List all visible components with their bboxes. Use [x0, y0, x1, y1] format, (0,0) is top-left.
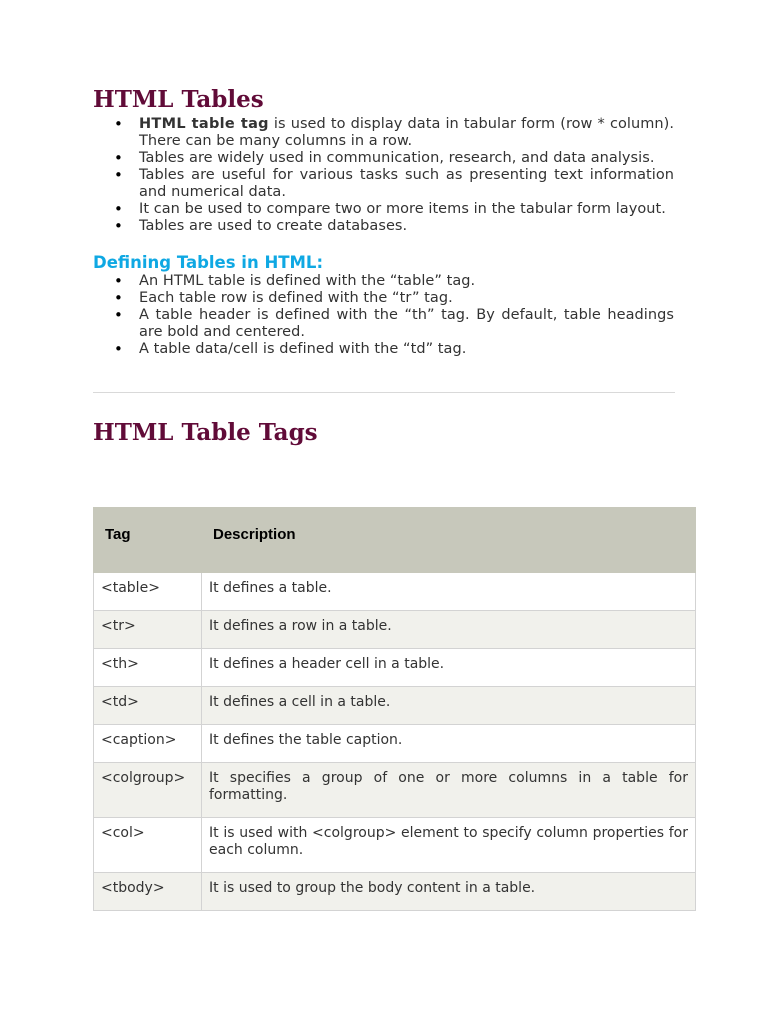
section-title: HTML Table Tags	[93, 419, 318, 446]
column-header-tag: Tag	[94, 508, 202, 573]
tag-cell: <tr>	[94, 611, 202, 649]
bold-term: HTML table tag	[139, 116, 269, 132]
html-tags-table	[93, 507, 696, 911]
description-cell: It defines a header cell in a table.	[202, 649, 696, 687]
definition-bullet-list	[93, 273, 674, 358]
list-item-text: is used to display data in tabular form (row * column). There can be many columns in a row.	[139, 116, 674, 149]
list-item	[139, 116, 674, 150]
tag-cell: <colgroup>	[94, 763, 202, 818]
list-item: • An HTML table is defined with the “table” tag.	[139, 273, 674, 290]
description-cell: It defines a cell in a table.	[202, 687, 696, 725]
list-item	[139, 150, 674, 167]
tag-cell: <th>	[94, 649, 202, 687]
table-row	[94, 873, 696, 911]
tag-cell: <td>	[94, 687, 202, 725]
description-cell: It specifies a group of one or more columns in a table for formatting.	[202, 763, 696, 818]
list-item	[139, 218, 674, 235]
table-row	[94, 725, 696, 763]
intro-bullet-list	[93, 116, 674, 235]
tag-cell: <caption>	[94, 725, 202, 763]
table-header-row	[94, 508, 696, 573]
list-item-text: It can be used to compare two or more items in the tabular form layout.	[139, 201, 666, 217]
table-row	[94, 573, 696, 611]
table-row	[94, 611, 696, 649]
description-cell: It defines a table.	[202, 573, 696, 611]
list-item	[139, 167, 674, 201]
column-header-description: Description	[202, 508, 696, 573]
section-subheading: Defining Tables in HTML:	[93, 253, 324, 272]
tag-cell: <col>	[94, 818, 202, 873]
description-cell: It is used to group the body content in a table.	[202, 873, 696, 911]
list-item-text: Tables are widely used in communication, research, and data analysis.	[139, 150, 655, 166]
list-item: • A table data/cell is defined with the “td” tag.	[139, 341, 674, 358]
description-cell: It is used with <colgroup> element to specify column properties for each column.	[202, 818, 696, 873]
tag-cell: <table>	[94, 573, 202, 611]
description-cell: It defines the table caption.	[202, 725, 696, 763]
table-row	[94, 649, 696, 687]
list-item-text: Tables are useful for various tasks such as presenting text information and numerical data.	[139, 167, 674, 200]
list-item	[139, 201, 674, 218]
table-row	[94, 818, 696, 873]
list-item-text: Tables are used to create databases.	[139, 218, 408, 234]
document-content	[93, 84, 674, 449]
table-row	[94, 687, 696, 725]
description-cell: It defines a row in a table.	[202, 611, 696, 649]
page-title: HTML Tables	[93, 86, 264, 113]
table-row	[94, 763, 696, 818]
list-item: • A table header is defined with the “th” tag. By default, table headings are bold and centered.	[139, 307, 674, 341]
section-divider	[93, 392, 675, 393]
tag-cell: <tbody>	[94, 873, 202, 911]
list-item: • Each table row is defined with the “tr” tag.	[139, 290, 674, 307]
